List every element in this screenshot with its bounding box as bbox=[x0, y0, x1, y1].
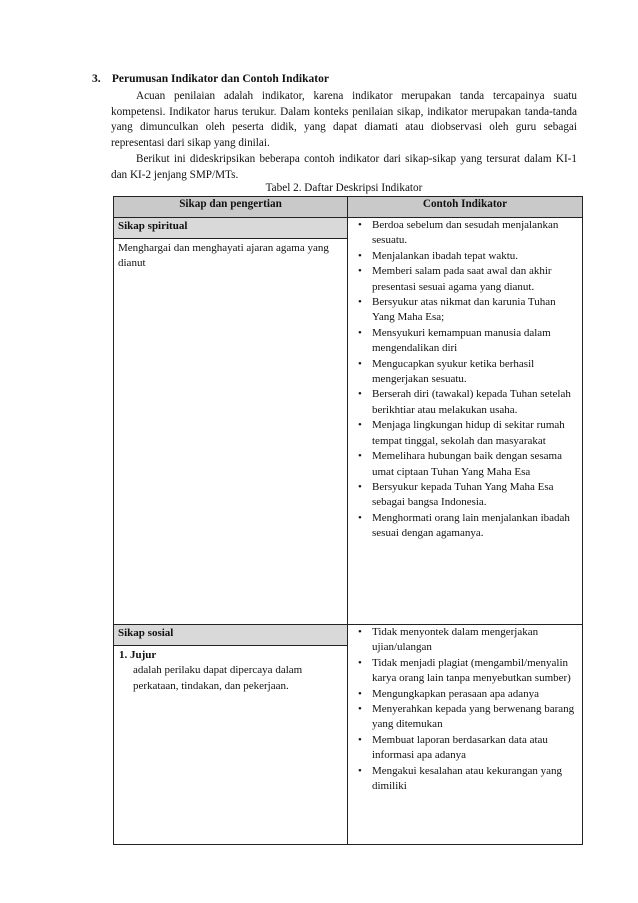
list-item: • Memberi salam pada saat awal dan akhir presentasi sesuai agama yang dianut. bbox=[354, 264, 576, 295]
list-item: • Mensyukuri kemampuan manusia dalam mengendalikan diri bbox=[354, 326, 576, 357]
sosial-section-title: Sikap sosial bbox=[114, 625, 347, 646]
paragraph-intro: Acuan penilaian adalah indikator, karena indikator merupakan tanda tercapainya suatu kompetensi. Indikator harus terukur. Dalam konteks penilaian sikap, indikator merupakan tanda-tanda yang dimunculkan oleh peserta didik, yang dapat diamati atau diobservasi oleh guru sebagai representasi dari sikap yang dinilai. bbox=[111, 90, 577, 149]
list-item: • Menghormati orang lain menjalankan ibadah sesuai dengan agamanya. bbox=[354, 511, 576, 542]
list-item: • Bersyukur kepada Tuhan Yang Maha Esa sebagai bangsa Indonesia. bbox=[354, 480, 576, 511]
section-number: 3. bbox=[92, 73, 101, 85]
list-item: • Menyerahkan kepada yang berwenang barang yang ditemukan bbox=[354, 702, 576, 733]
list-item: • Menjalankan ibadah tepat waktu. bbox=[354, 249, 576, 264]
spiritual-description: Menghargai dan menghayati ajaran agama yang dianut bbox=[118, 242, 329, 270]
spiritual-left-cell bbox=[114, 218, 348, 625]
list-item: • Tidak menjadi plagiat (mengambil/menyalin karya orang lain tanpa menyebutkan sumber) bbox=[354, 656, 576, 687]
list-item: • Membuat laporan berdasarkan data atau informasi apa adanya bbox=[354, 733, 576, 764]
paragraph-followup: Berikut ini dideskripsikan beberapa contoh indikator dari sikap-sikap yang tersurat dalam KI-1 dan KI-2 jenjang SMP/MTs. bbox=[111, 153, 577, 181]
list-item: • Mengakui kesalahan atau kekurangan yang dimiliki bbox=[354, 764, 576, 795]
indicator-table bbox=[113, 196, 583, 845]
header-sikap: Sikap dan pengertian bbox=[114, 197, 348, 218]
spiritual-indicators-cell bbox=[348, 218, 583, 625]
table-caption: Tabel 2. Daftar Deskripsi Indikator bbox=[265, 182, 423, 194]
list-item: • Menjaga lingkungan hidup di sekitar rumah tempat tinggal, sekolah dan masyarakat bbox=[354, 418, 576, 449]
list-item: • Berserah diri (tawakal) kepada Tuhan setelah berikhtiar atau melakukan usaha. bbox=[354, 387, 576, 418]
list-item: • Bersyukur atas nikmat dan karunia Tuhan Yang Maha Esa; bbox=[354, 295, 576, 326]
jujur-description: adalah perilaku dapat dipercaya dalam perkataan, tindakan, dan pekerjaan. bbox=[133, 664, 303, 692]
list-item: • Mengungkapkan perasaan apa adanya bbox=[354, 687, 576, 702]
table-row-spiritual bbox=[114, 218, 583, 625]
jujur-title: 1. Jujur bbox=[119, 649, 157, 661]
list-item: • Memelihara hubungan baik dengan sesama umat ciptaan Tuhan Yang Maha Esa bbox=[354, 449, 576, 480]
header-indikator: Contoh Indikator bbox=[348, 197, 583, 218]
section-title: Perumusan Indikator dan Contoh Indikator bbox=[111, 73, 329, 85]
list-item: • Mengucapkan syukur ketika berhasil mengerjakan sesuatu. bbox=[354, 357, 576, 388]
sosial-indicators-cell bbox=[348, 625, 583, 845]
spiritual-indicator-list bbox=[348, 218, 582, 542]
list-item: • Tidak menyontek dalam mengerjakan ujian/ulangan bbox=[354, 625, 576, 656]
sosial-left-cell bbox=[114, 625, 348, 845]
jujur-block bbox=[114, 646, 347, 694]
table-header-row bbox=[114, 197, 583, 218]
table-row-sosial bbox=[114, 625, 583, 845]
section-heading bbox=[92, 73, 329, 85]
sosial-indicator-list bbox=[348, 625, 582, 794]
spiritual-section-title: Sikap spiritual bbox=[114, 218, 347, 239]
list-item: • Berdoa sebelum dan sesudah menjalankan sesuatu. bbox=[354, 218, 576, 249]
